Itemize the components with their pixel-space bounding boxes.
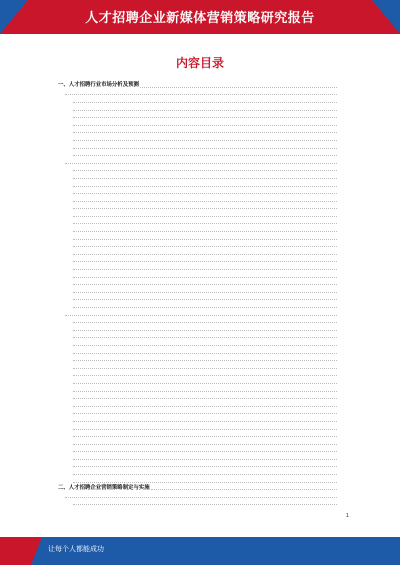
toc-leader-dots bbox=[73, 368, 337, 369]
toc-leader-dots bbox=[73, 444, 337, 445]
toc-entry[interactable] bbox=[58, 378, 348, 386]
toc-entry[interactable] bbox=[58, 135, 348, 143]
toc-leader-dots bbox=[73, 231, 337, 232]
toc-leader-dots bbox=[73, 459, 337, 460]
toc-leader-dots bbox=[73, 482, 337, 483]
toc-entry[interactable] bbox=[58, 128, 348, 136]
toc-leader-dots bbox=[73, 284, 337, 285]
toc-entry[interactable] bbox=[58, 234, 348, 242]
toc-entry[interactable] bbox=[58, 257, 348, 265]
toc-entry[interactable] bbox=[58, 219, 348, 227]
toc-leader-dots bbox=[140, 87, 337, 88]
toc-entry[interactable] bbox=[58, 492, 348, 500]
toc-leader-dots bbox=[73, 239, 337, 240]
toc-leader-dots bbox=[73, 186, 337, 187]
toc-entry[interactable] bbox=[58, 348, 348, 356]
toc-leader-dots bbox=[73, 178, 337, 179]
toc-entry[interactable] bbox=[58, 264, 348, 272]
toc-leader-dots bbox=[73, 406, 337, 407]
toc-leader-dots bbox=[65, 94, 337, 95]
toc-title: 内容目录 bbox=[175, 56, 224, 70]
toc-entry[interactable] bbox=[58, 226, 348, 234]
toc-leader-dots bbox=[73, 155, 337, 156]
toc-leader-dots bbox=[65, 163, 337, 164]
toc-leader-dots bbox=[65, 315, 337, 316]
toc-entry[interactable] bbox=[58, 333, 348, 341]
toc-entry-label: 一、人才招聘行业市场分析及预测 bbox=[58, 82, 139, 89]
toc-entry-label: 二、人才招聘企业营销策略制定与实施 bbox=[58, 484, 150, 491]
toc-entry[interactable] bbox=[58, 477, 348, 485]
toc-leader-dots bbox=[73, 383, 337, 384]
toc-entry[interactable] bbox=[58, 181, 348, 189]
toc-leader-dots bbox=[73, 337, 337, 338]
toc-leader-dots bbox=[73, 254, 337, 255]
toc-entry[interactable] bbox=[58, 272, 348, 280]
toc-entry[interactable] bbox=[58, 211, 348, 219]
toc-entry[interactable] bbox=[58, 166, 348, 174]
toc-leader-dots bbox=[73, 208, 337, 209]
toc-leader-dots bbox=[73, 360, 337, 361]
toc-leader-dots bbox=[73, 292, 337, 293]
toc-leader-dots bbox=[73, 436, 337, 437]
report-title: 人才招聘企业新媒体营销策略研究报告 bbox=[85, 11, 315, 26]
toc-entry[interactable] bbox=[58, 112, 348, 120]
toc-entry[interactable] bbox=[58, 188, 348, 196]
toc-entry[interactable] bbox=[58, 500, 348, 508]
toc-entry[interactable] bbox=[58, 279, 348, 287]
toc-entry[interactable] bbox=[58, 90, 348, 98]
toc-leader-dots bbox=[73, 170, 337, 171]
toc-entry[interactable] bbox=[58, 447, 348, 455]
toc-leader-dots bbox=[73, 391, 337, 392]
toc-entry[interactable] bbox=[58, 393, 348, 401]
footer-bar bbox=[0, 537, 400, 565]
table-of-contents bbox=[58, 82, 348, 508]
page-number: 1 bbox=[345, 513, 349, 519]
toc-leader-dots bbox=[73, 413, 337, 414]
toc-entry[interactable] bbox=[58, 355, 348, 363]
toc-entry[interactable] bbox=[58, 241, 348, 249]
toc-entry[interactable] bbox=[58, 143, 348, 151]
toc-leader-dots bbox=[65, 497, 337, 498]
footer-text bbox=[48, 544, 122, 554]
toc-leader-dots bbox=[73, 398, 337, 399]
toc-entry[interactable] bbox=[58, 386, 348, 394]
toc-entry[interactable] bbox=[58, 484, 348, 492]
toc-leader-dots bbox=[73, 277, 337, 278]
toc-entry[interactable] bbox=[58, 82, 348, 90]
toc-leader-dots bbox=[73, 451, 337, 452]
toc-entry[interactable] bbox=[58, 249, 348, 257]
toc-leader-dots bbox=[73, 246, 337, 247]
toc-entry[interactable] bbox=[58, 302, 348, 310]
toc-entry[interactable] bbox=[58, 454, 348, 462]
toc-entry[interactable] bbox=[58, 416, 348, 424]
toc-leader-dots bbox=[73, 353, 337, 354]
toc-entry[interactable] bbox=[58, 340, 348, 348]
toc-leader-dots bbox=[73, 375, 337, 376]
toc-entry[interactable] bbox=[58, 401, 348, 409]
toc-leader-dots bbox=[73, 322, 337, 323]
toc-leader-dots bbox=[73, 132, 337, 133]
toc-entry[interactable] bbox=[58, 371, 348, 379]
toc-entry[interactable] bbox=[58, 462, 348, 470]
footer-slogan: 让每个人都能成功 bbox=[48, 545, 104, 553]
toc-entry[interactable] bbox=[58, 120, 348, 128]
toc-entry[interactable] bbox=[58, 431, 348, 439]
toc-entry[interactable] bbox=[58, 424, 348, 432]
toc-entry[interactable] bbox=[58, 204, 348, 212]
toc-leader-dots bbox=[73, 299, 337, 300]
toc-leader-dots bbox=[73, 223, 337, 224]
toc-leader-dots bbox=[73, 330, 337, 331]
toc-leader-dots bbox=[73, 148, 337, 149]
toc-leader-dots bbox=[73, 102, 337, 103]
toc-leader-dots bbox=[73, 269, 337, 270]
toc-entry[interactable] bbox=[58, 173, 348, 181]
toc-leader-dots bbox=[73, 117, 337, 118]
toc-leader-dots bbox=[73, 429, 337, 430]
toc-entry[interactable] bbox=[58, 310, 348, 318]
toc-entry[interactable] bbox=[58, 196, 348, 204]
toc-leader-dots bbox=[73, 504, 337, 505]
toc-entry[interactable] bbox=[58, 287, 348, 295]
toc-leader-dots bbox=[73, 193, 337, 194]
toc-leader-dots bbox=[73, 421, 337, 422]
toc-entry[interactable] bbox=[58, 363, 348, 371]
toc-entry[interactable] bbox=[58, 295, 348, 303]
toc-entry[interactable] bbox=[58, 97, 348, 105]
toc-leader-dots bbox=[73, 216, 337, 217]
toc-entry[interactable] bbox=[58, 150, 348, 158]
toc-leader-dots bbox=[151, 489, 337, 490]
toc-leader-dots bbox=[73, 201, 337, 202]
toc-leader-dots bbox=[73, 110, 337, 111]
toc-entry[interactable] bbox=[58, 325, 348, 333]
toc-entry[interactable] bbox=[58, 105, 348, 113]
toc-entry[interactable] bbox=[58, 317, 348, 325]
toc-leader-dots bbox=[73, 140, 337, 141]
toc-leader-dots bbox=[73, 261, 337, 262]
toc-leader-dots bbox=[73, 307, 337, 308]
toc-entry[interactable] bbox=[58, 469, 348, 477]
toc-entry[interactable] bbox=[58, 409, 348, 417]
toc-leader-dots bbox=[73, 466, 337, 467]
toc-leader-dots bbox=[73, 474, 337, 475]
toc-entry[interactable] bbox=[58, 158, 348, 166]
toc-entry[interactable] bbox=[58, 439, 348, 447]
toc-leader-dots bbox=[73, 345, 337, 346]
toc-leader-dots bbox=[73, 125, 337, 126]
